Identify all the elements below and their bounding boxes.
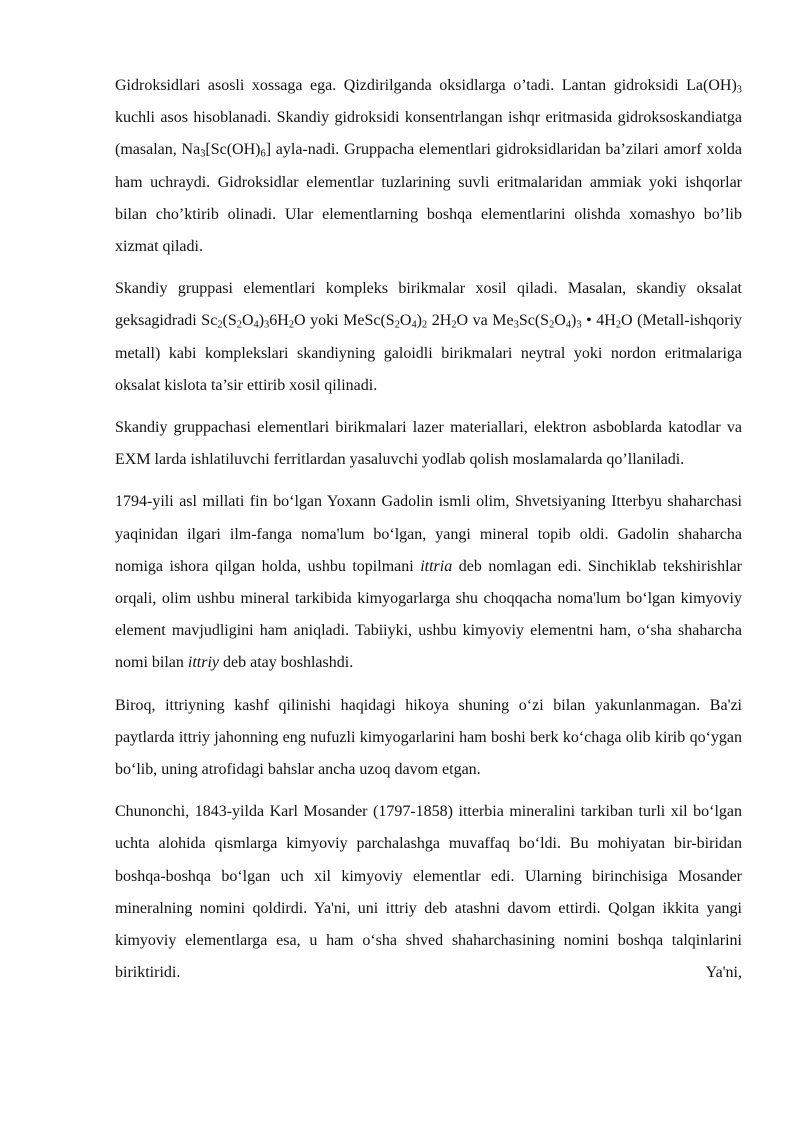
subscript-index: 3	[576, 320, 582, 332]
text-run: 6H	[269, 312, 289, 330]
text-run: O	[241, 312, 254, 330]
subscript-index: 6	[260, 149, 266, 160]
text-run: [Sc(OH)	[205, 141, 261, 159]
text-run: 2H	[427, 312, 452, 330]
text-run: Skandiy gruppachasi elementlari birikmalari lazer materiallari, elektron asboblarda katodlar va EXM larda ishlatiluvchi ferritlardan yasaluvchi yodlab qolish moslamalarda qo’llaniladi.	[115, 419, 742, 469]
text-run: 1794-yili asl millati fin bo‘lgan Yoxann Gadolin ismli olim, Shvetsiyaning Itterbyu shaharchasi yaqinidan ilgari ilm-fanga noma'lum bo‘lgan, yangi mineral topib oldi. Gadolin shaharcha nomiga ishora qilgan holda, ushbu topilmani	[115, 493, 742, 575]
text-run: O	[554, 312, 566, 330]
subscript-index: 2	[615, 320, 622, 332]
text-run: O yoki MeSc(S	[294, 312, 395, 330]
italic-term: ittria	[420, 557, 453, 575]
paragraph-hydroxides	[115, 70, 742, 263]
subscript-index: 2	[217, 320, 223, 332]
paragraph-gadolin-discovery	[115, 486, 742, 679]
text-run: Gidroksidlari asosli xossaga ega. Qizdirilganda oksidlarga o’tadi. Lantan gidroksidi La(OH)	[115, 77, 737, 94]
subscript-index: 3	[200, 149, 206, 160]
text-run: deb atay boshlashdi.	[219, 654, 354, 672]
text-run: )	[258, 312, 265, 330]
subscript-index: 2	[451, 320, 457, 332]
text-run: (S	[222, 312, 237, 330]
text-run: deb nomlagan edi. Sinchiklab tekshirishlar orqali, olim ushbu mineral tarkibida kimyogarlarga shu choqqacha noma'lum bo‘lgan kimyoviy element mavjudligini ham aniqladi. Tabiiyki, ushbu kimyoviy elementni ham, o‘sha shaharcha nomi bilan	[115, 557, 742, 672]
subscript-index: 4	[253, 320, 259, 332]
text-run: )	[571, 312, 577, 330]
subscript-index: 3	[736, 84, 742, 96]
text-run: • 4H	[581, 312, 616, 330]
subscript-index: 4	[411, 320, 417, 332]
italic-term: ittriy	[187, 654, 219, 672]
text-run: Chunonchi, 1843-yilda Karl Mosander (1797-1858) itterbia mineralini tarkiban turli xil bo‘lgan uchta alohida qismlarga kimyoviy parchalashga muvaffaq bo‘ldi. Bu mohiyatan bir-biridan boshqa-boshqa bo‘lgan uch xil kimyoviy elementlar edi. Ularning birinchisiga Mosander mineralning nomini qoldirdi. Ya'ni, uni ittriy deb atashni davom ettirdi. Qolgan ikkita yangi kimyoviy elementlarga esa, u ham o‘sha shved shaharchasining nomini boshqa talqinlarini biriktiridi. Ya'ni,	[115, 803, 742, 982]
text-run: Skandiy gruppasi elementlari kompleks birikmalar xosil qiladi. Masalan, skandiy oksalat geksagidradi Sc	[115, 280, 742, 330]
paragraph-complex-compounds	[115, 273, 742, 402]
text-run: Biroq, ittriyning kashf qilinishi haqidagi hikoya shuning o‘zi bilan yakunlanmagan. Ba'zi paytlarda ittriy jahonning eng nufuzli kimyogarlarini ham boshi berk ko‘chaga olib kirib qo‘ygan bo‘lib, uning atrofidagi bahslar ancha uzoq davom etgan.	[115, 696, 742, 779]
subscript-index: 2	[549, 320, 555, 332]
paragraph-mosander	[115, 796, 742, 989]
paragraph-yttrium-story	[115, 690, 742, 787]
paragraph-applications	[115, 412, 742, 476]
text-run: O (Metall-ishqoriy metall) kabi komplekslari skandiyning galoidli birikmalari neytral yoki nordon eritmalariga oksalat kislota ta’sir ettirib xosil qilinadi.	[115, 312, 743, 394]
subscript-index: 3	[513, 320, 519, 332]
subscript-index: 2	[236, 320, 242, 332]
text-run: )	[416, 312, 422, 330]
text-run: O va Me	[456, 312, 514, 330]
subscript-index: 2	[288, 320, 295, 332]
subscript-index: 3	[264, 320, 270, 332]
subscript-index: 4	[565, 320, 572, 332]
subscript-index: 2	[421, 320, 428, 332]
text-run: O	[399, 312, 412, 330]
subscript-index: 2	[394, 320, 400, 332]
text-run: kuchli asos hisoblanadi. Skandiy gidroksidi konsentrlangan ishqr eritmasida gidroksoskandiatga (masalan, Na	[115, 109, 742, 159]
text-run: ] ayla-nadi. Gruppacha elementlari gidroksidlaridan ba’zilari amorf xolda ham uchraydi. Gidroksidlar elementlar tuzlarining suvli eritmalaridan ammiak yoki ishqorlar bilan cho’ktirib olinadi. Ular elementlarning boshqa elementlarini olishda xomashyo bo’lib xizmat qiladi.	[115, 141, 743, 256]
text-run: Sc(S	[518, 312, 550, 330]
